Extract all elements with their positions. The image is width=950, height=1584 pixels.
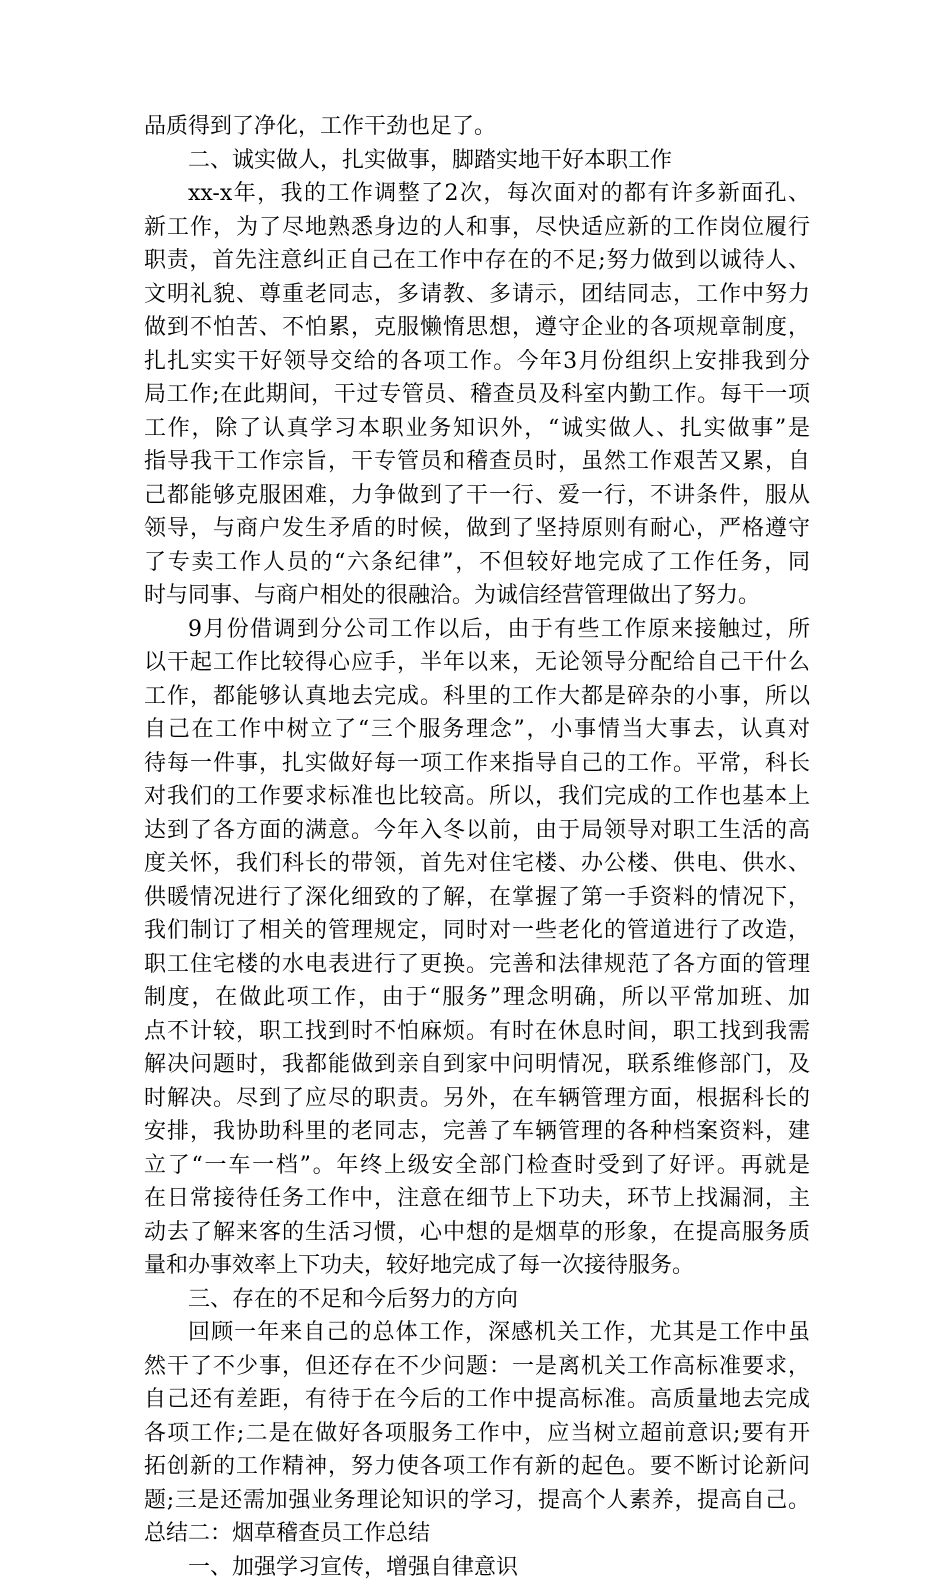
- text-line: 然干了不少事，但还存在不少问题：一是离机关工作高标准要求，: [144, 1350, 810, 1384]
- text-line: xx-x年，我的工作调整了2次，每次面对的都有许多新面孔、: [144, 177, 810, 211]
- text-line: 时与同事、与商户相处的很融洽。为诚信经营管理做出了努力。: [144, 579, 810, 613]
- text-line: 解决问题时，我都能做到亲自到家中问明情况，联系维修部门，及: [144, 1048, 810, 1082]
- text-line: 二、诚实做人，扎实做事，脚踏实地干好本职工作: [144, 144, 810, 178]
- text-line: 一、加强学习宣传，增强自律意识: [144, 1551, 810, 1584]
- text-line: 待每一件事，扎实做好每一项工作来指导自己的工作。平常，科长: [144, 747, 810, 781]
- text-line: 各项工作;二是在做好各项服务工作中，应当树立超前意识;要有开: [144, 1417, 810, 1451]
- text-line: 立了“一车一档”。年终上级安全部门检查时受到了好评。再就是: [144, 1149, 810, 1183]
- text-line: 职工住宅楼的水电表进行了更换。完善和法律规范了各方面的管理: [144, 948, 810, 982]
- text-line: 度关怀，我们科长的带领，首先对住宅楼、办公楼、供电、供水、: [144, 847, 810, 881]
- text-line: 达到了各方面的满意。今年入冬以前，由于局领导对职工生活的高: [144, 814, 810, 848]
- text-line: 自己还有差距，有待于在今后的工作中提高标准。高质量地去完成: [144, 1383, 810, 1417]
- text-line: 对我们的工作要求标准也比较高。所以，我们完成的工作也基本上: [144, 780, 810, 814]
- text-line: 扎扎实实干好领导交给的各项工作。今年3月份组织上安排我到分: [144, 345, 810, 379]
- document-page: [144, 110, 810, 1584]
- text-line: 我们制订了相关的管理规定，同时对一些老化的管道进行了改造，: [144, 914, 810, 948]
- text-line: 时解决。尽到了应尽的职责。另外，在车辆管理方面，根据科长的: [144, 1082, 810, 1116]
- text-line: 题;三是还需加强业务理论知识的学习，提高个人素养，提高自己。: [144, 1484, 810, 1518]
- text-line: 新工作，为了尽地熟悉身边的人和事，尽快适应新的工作岗位履行: [144, 211, 810, 245]
- text-line: 回顾一年来自己的总体工作，深感机关工作，尤其是工作中虽: [144, 1316, 810, 1350]
- text-line: 工作，都能够认真地去完成。科里的工作大都是碎杂的小事，所以: [144, 680, 810, 714]
- text-line: 拓创新的工作精神，努力使各项工作有新的起色。要不断讨论新问: [144, 1450, 810, 1484]
- text-line: 供暖情况进行了深化细致的了解，在掌握了第一手资料的情况下，: [144, 881, 810, 915]
- text-line: 己都能够克服困难，力争做到了干一行、爱一行，不讲条件，服从: [144, 479, 810, 513]
- text-line: 量和办事效率上下功夫，较好地完成了每一次接待服务。: [144, 1249, 810, 1283]
- text-line: 职责，首先注意纠正自己在工作中存在的不足;努力做到以诚待人、: [144, 244, 810, 278]
- text-line: 局工作;在此期间，干过专管员、稽查员及科室内勤工作。每干一项: [144, 378, 810, 412]
- text-line: 做到不怕苦、不怕累，克服懒惰思想，遵守企业的各项规章制度，: [144, 311, 810, 345]
- text-line: 动去了解来客的生活习惯，心中想的是烟草的形象，在提高服务质: [144, 1216, 810, 1250]
- text-line: 指导我干工作宗旨，干专管员和稽查员时，虽然工作艰苦又累，自: [144, 445, 810, 479]
- text-line: 在日常接待任务工作中，注意在细节上下功夫，环节上找漏洞，主: [144, 1182, 810, 1216]
- text-line: 总结二：烟草稽查员工作总结: [144, 1517, 810, 1551]
- text-line: 点不计较，职工找到时不怕麻烦。有时在休息时间，职工找到我需: [144, 1015, 810, 1049]
- text-line: 制度，在做此项工作，由于“服务”理念明确，所以平常加班、加: [144, 981, 810, 1015]
- text-line: 文明礼貌、尊重老同志，多请教、多请示，团结同志，工作中努力: [144, 278, 810, 312]
- text-line: 自己在工作中树立了“三个服务理念”，小事情当大事去，认真对: [144, 713, 810, 747]
- text-line: 9月份借调到分公司工作以后，由于有些工作原来接触过，所: [144, 613, 810, 647]
- text-line: 品质得到了净化，工作干劲也足了。: [144, 110, 810, 144]
- text-line: 了专卖工作人员的“六条纪律”，不但较好地完成了工作任务，同: [144, 546, 810, 580]
- text-line: 三、存在的不足和今后努力的方向: [144, 1283, 810, 1317]
- text-line: 以干起工作比较得心应手，半年以来，无论领导分配给自己干什么: [144, 646, 810, 680]
- text-line: 领导，与商户发生矛盾的时候，做到了坚持原则有耐心，严格遵守: [144, 512, 810, 546]
- text-line: 工作，除了认真学习本职业务知识外，“诚实做人、扎实做事”是: [144, 412, 810, 446]
- text-line: 安排，我协助科里的老同志，完善了车辆管理的各种档案资料，建: [144, 1115, 810, 1149]
